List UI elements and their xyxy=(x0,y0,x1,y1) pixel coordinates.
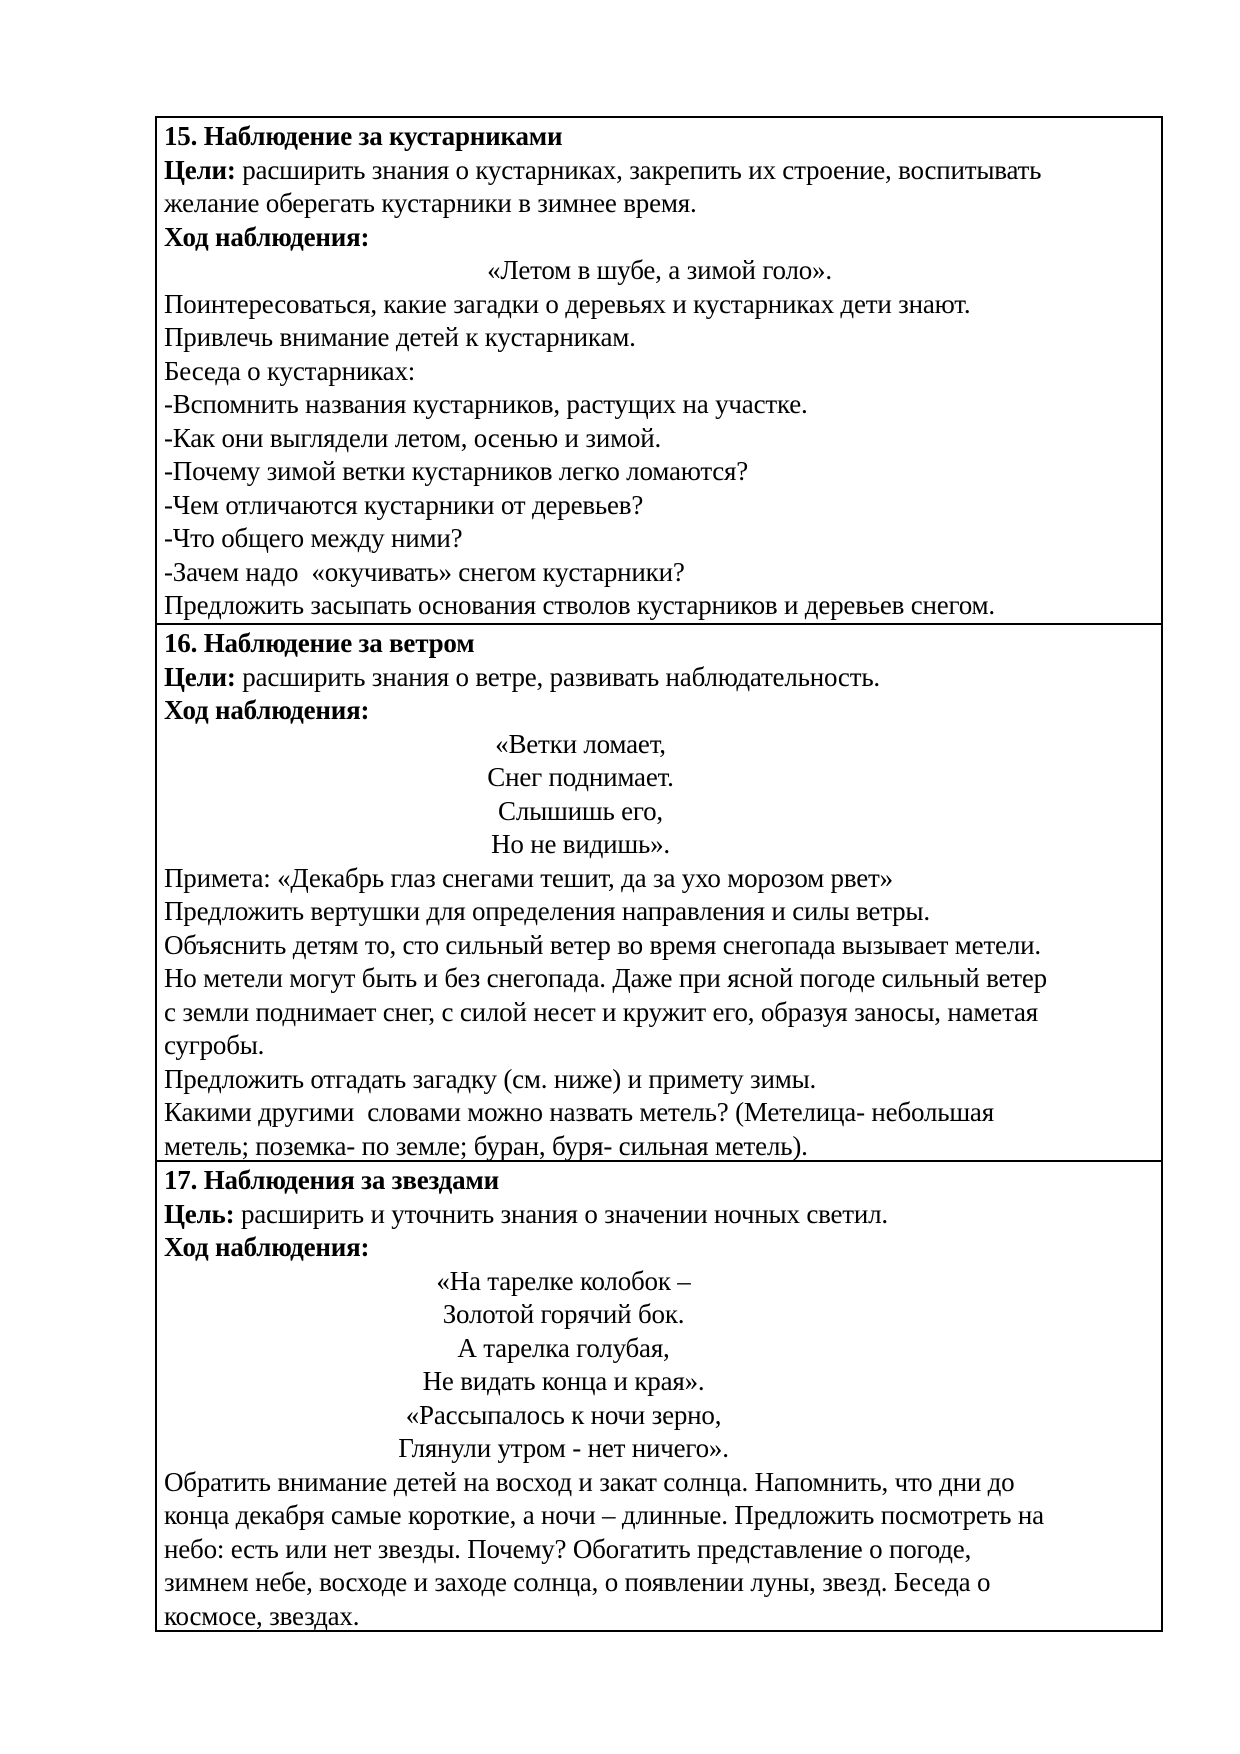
text-line: Предложить вертушки для определения направления и силы ветры. xyxy=(164,896,930,926)
text-line: -Вспомнить названия кустарников, растущих на участке. xyxy=(164,389,808,419)
section-heading-line: Ход наблюдения: xyxy=(164,221,370,252)
text-line: Поинтересоваться, какие загадки о деревьях и кустарниках дети знают. xyxy=(164,288,971,319)
section-heading-line: Ход наблюдения: xyxy=(164,695,370,725)
section-heading-line: Ход наблюдения: xyxy=(164,1232,370,1262)
section-heading-line: 17. Наблюдения за звездами xyxy=(164,1165,499,1195)
verse-line: Золотой горячий бок. xyxy=(442,1299,685,1329)
text-line: с земли поднимает снег, с силой несет и кружит его, образуя заносы, наметая xyxy=(164,996,1038,1027)
text-line: Но метели могут быть и без снегопада. Даже при ясной погоде сильный ветер xyxy=(164,963,1047,993)
goal-lead-label: Цели: xyxy=(164,661,236,692)
verse-line: Слышишь его, xyxy=(498,795,663,826)
verse-line: «Летом в шубе, а зимой голо». xyxy=(487,255,832,285)
observations-table xyxy=(155,116,1163,1632)
verse-line: Снег поднимает. xyxy=(487,762,674,792)
text-line xyxy=(164,661,1155,695)
section-heading-line: 16. Наблюдение за ветром xyxy=(164,628,475,658)
section-heading-line: 15. Наблюдение за кустарниками xyxy=(164,121,563,151)
text-line: Объяснить детям то, сто сильный ветер во время снегопада вызывает метели. xyxy=(164,929,1041,960)
verse-line: «Рассыпалось к ночи зерно, xyxy=(405,1399,722,1430)
section-observation-16 xyxy=(157,623,1161,1160)
text-line: сугробы. xyxy=(164,1030,265,1060)
verse-line: Глянули утром - нет ничего». xyxy=(398,1433,729,1463)
text-line xyxy=(164,154,1155,188)
text-line: -Зачем надо «окучивать» снегом кустарники? xyxy=(164,556,685,587)
text-line: Какими другими словами можно назвать метель? (Метелица- небольшая xyxy=(164,1097,994,1127)
text-line: -Что общего между ними? xyxy=(164,523,463,553)
text-line: космосе, звездах. xyxy=(164,1600,360,1630)
text-line: конца декабря самые короткие, а ночи – длинные. Предложить посмотреть на xyxy=(164,1500,1044,1530)
goal-text: расширить и уточнить знания о значении ночных светил. xyxy=(234,1198,888,1229)
text-line: метель; поземка- по земле; буран, буря- сильная метель). xyxy=(164,1130,808,1160)
section-observation-15 xyxy=(157,118,1161,623)
goal-lead-label: Цели: xyxy=(164,154,236,185)
text-line: -Чем отличаются кустарники от деревьев? xyxy=(164,489,644,520)
text-line: Примета: «Декабрь глаз снегами тешит, да за ухо морозом рвет» xyxy=(164,862,893,893)
section-observation-17 xyxy=(157,1160,1161,1630)
text-line: Предложить засыпать основания стволов кустарников и деревьев снегом. xyxy=(164,590,995,620)
text-line: Предложить отгадать загадку (см. ниже) и примету зимы. xyxy=(164,1063,817,1094)
verse-line: А тарелка голубая, xyxy=(457,1332,670,1363)
text-line: желание оберегать кустарники в зимнее время. xyxy=(164,188,697,218)
text-line: -Почему зимой ветки кустарников легко ломаются? xyxy=(164,456,749,486)
text-line: Беседа о кустарниках: xyxy=(164,355,416,386)
text-line: -Как они выглядели летом, осенью и зимой. xyxy=(164,422,662,453)
verse-line: Не видать конца и края». xyxy=(422,1366,705,1396)
text-line: зимнем небе, восходе и заходе солнца, о появлении луны, звезд. Беседа о xyxy=(164,1567,991,1597)
text-line: Привлечь внимание детей к кустарникам. xyxy=(164,322,636,352)
goal-lead-label: Цель: xyxy=(164,1198,235,1229)
goal-text: расширить знания о ветре, развивать наблюдательность. xyxy=(235,661,880,692)
text-line: небо: есть или нет звезды. Почему? Обогатить представление о погоде, xyxy=(164,1533,972,1564)
verse-line: «На тарелке колобок – xyxy=(436,1265,691,1296)
verse-line: Но не видишь». xyxy=(491,829,670,859)
text-line: Обратить внимание детей на восход и закат солнца. Напомнить, что дни до xyxy=(164,1466,1015,1497)
verse-line: «Ветки ломает, xyxy=(495,728,666,759)
text-line xyxy=(164,1198,1155,1232)
goal-text: расширить знания о кустарниках, закрепить их строение, воспитывать xyxy=(235,154,1042,185)
